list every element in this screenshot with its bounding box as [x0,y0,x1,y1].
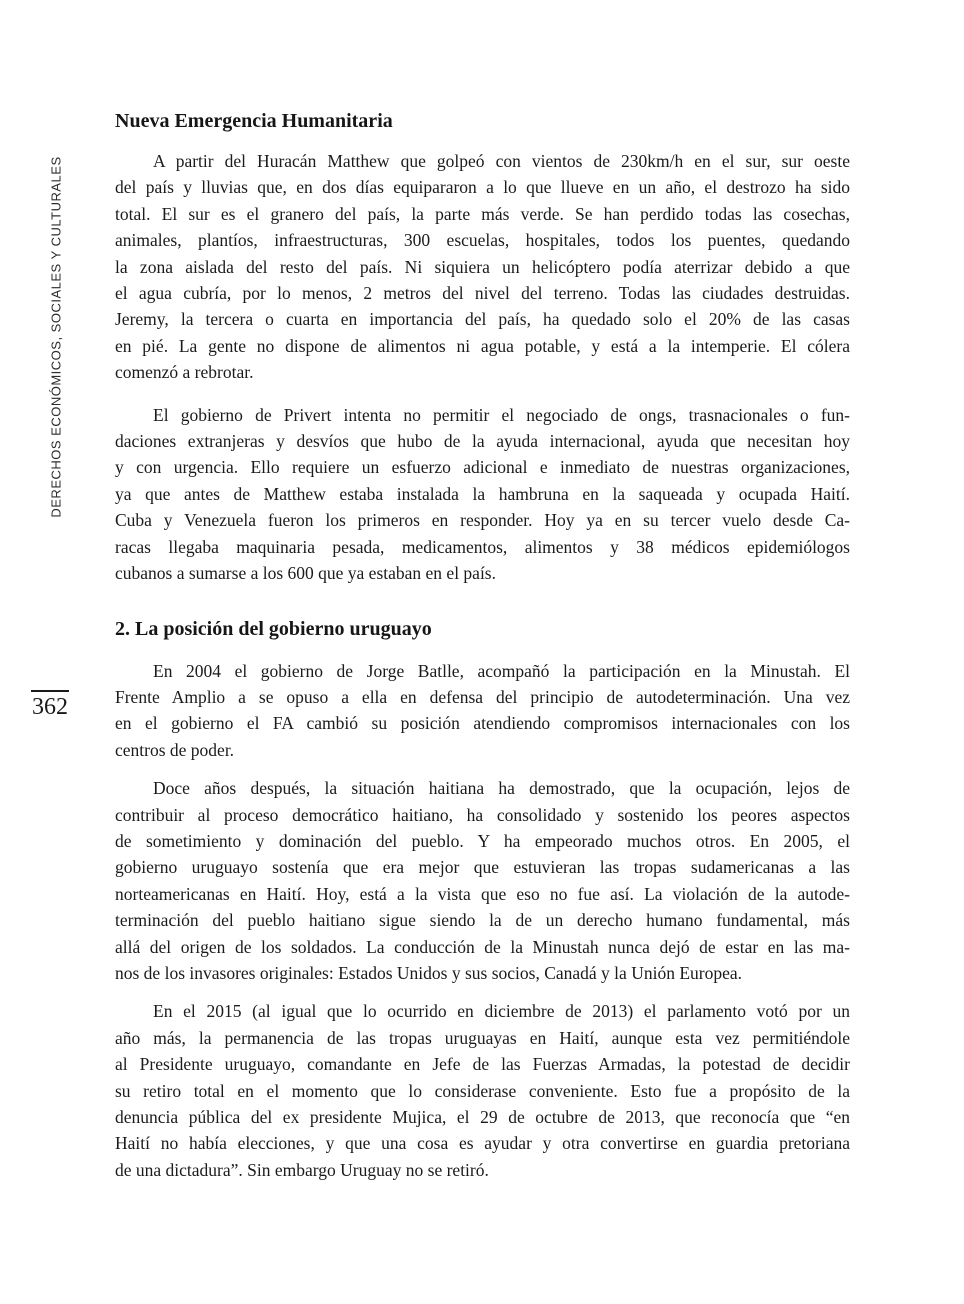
body-line: ya que antes de Matthew estaba instalada la hambruna en la saqueada y ocupada Haití. [115,483,850,504]
body-line: su retiro total en el momento que lo considerase conveniente. Esto fue a propósito de la [115,1080,850,1101]
body-line: terminación del pueblo haitiano sigue siendo la de un derecho humano fundamental, más [115,910,850,931]
body-line: Haití no había elecciones, y que una cosa es ayudar y otra convertirse en guardia pretoriana [115,1133,850,1154]
body-line: nos de los invasores originales: Estados Unidos y sus socios, Canadá y la Unión Europea. [115,962,742,983]
body-line: de una dictadura”. Sin embargo Uruguay no se retiró. [115,1159,489,1180]
body-line: al Presidente uruguayo, comandante en Jefe de las Fuerzas Armadas, la potestad de decidir [115,1054,850,1075]
margin-vertical-label: DERECHOS ECONÓMICOS, SOCIALES Y CULTURALES [48,156,64,518]
body-line: daciones extranjeras y desvíos que hubo de la ayuda internacional, ayuda que necesitan hoy [115,431,850,452]
body-paragraph [115,775,850,986]
body-line: en el gobierno el FA cambió su posición atendiendo compromisos internacionales con los [115,713,850,734]
body-line: la zona aislada del resto del país. Ni siquiera un helicóptero podía aterrizar debido a que [115,256,850,277]
body-line: Doce años después, la situación haitiana ha demostrado, que la ocupación, lejos de [153,778,850,799]
body-line: norteamericanas en Haití. Hoy, está a la vista que eso no fue así. La violación de la autode- [115,883,850,904]
body-paragraph [115,402,850,587]
body-line: animales, plantíos, infraestructuras, 300 escuelas, hospitales, todos los puentes, quedando [115,230,850,251]
body-line: cubanos a sumarse a los 600 que ya estaban en el país. [115,563,496,584]
page-content [115,0,850,1183]
body-line: En el 2015 (al igual que lo ocurrido en diciembre de 2013) el parlamento votó por un [153,1001,850,1022]
body-line: Cuba y Venezuela fueron los primeros en responder. Hoy ya en su tercer vuelo desde Ca- [115,510,850,531]
body-line: denuncia pública del ex presidente Mujica, el 29 de octubre de 2013, que reconocía que “en [115,1107,850,1127]
section-heading: Nueva Emergencia Humanitaria [115,110,393,132]
page-number-block [31,690,69,719]
body-line: racas llegaba maquinaria pesada, medicamentos, alimentos y 38 médicos epidemiólogos [115,536,850,557]
body-line: total. El sur es el granero del país, la parte más verde. Se han perdido todas las cosechas, [115,203,850,224]
body-line: El gobierno de Privert intenta no permitir el negociado de ongs, trasnacionales o fun- [153,404,850,425]
body-line: contribuir al proceso democrático haitiano, ha consolidado y sostenido los peores aspectos [115,804,850,825]
body-paragraph [115,998,850,1183]
body-paragraph [115,148,850,386]
body-line: el agua cubría, por lo menos, 2 metros del nivel del terreno. Todas las ciudades destruidas. [115,283,850,304]
body-line: en pié. La gente no dispone de alimentos ni agua potable, y está a la intemperie. El cólera [115,335,850,356]
body-line: En 2004 el gobierno de Jorge Batlle, acompañó la participación en la Minustah. El [153,660,850,681]
body-line: A partir del Huracán Matthew que golpeó con vientos de 230km/h en el sur, sur oeste [153,151,850,171]
body-line: año más, la permanencia de las tropas uruguayas en Haití, aunque esta vez permitiéndole [115,1027,850,1048]
body-line: comenzó a rebrotar. [115,362,254,383]
body-line: del país y lluvias que, en dos días equipararon a lo que llueve en un año, el destrozo ha sido [115,177,850,198]
body-line: de sometimiento y dominación del pueblo. Y ha empeorado muchos otros. En 2005, el [115,830,850,851]
section-heading: 2. La posición del gobierno uruguayo [115,617,432,640]
body-line: y con urgencia. Ello requiere un esfuerzo adicional e inmediato de nuestras organizaciones, [115,457,850,478]
body-line: gobierno uruguayo sostenía que era mejor que estuvieran las tropas sudamericanas a las [115,857,850,878]
body-paragraph [115,658,850,764]
body-line: allá del origen de los soldados. La conducción de la Minustah nunca dejó de estar en las ma- [115,936,850,957]
page-number: 362 [32,694,68,720]
body-line: centros de poder. [115,739,235,760]
body-line: Jeremy, la tercera o cuarta en importancia del país, ha quedado solo el 20% de las casas [115,309,850,330]
body-line: Frente Amplio a se opuso a ella en defensa del principio de autodeterminación. Una vez [115,686,850,707]
